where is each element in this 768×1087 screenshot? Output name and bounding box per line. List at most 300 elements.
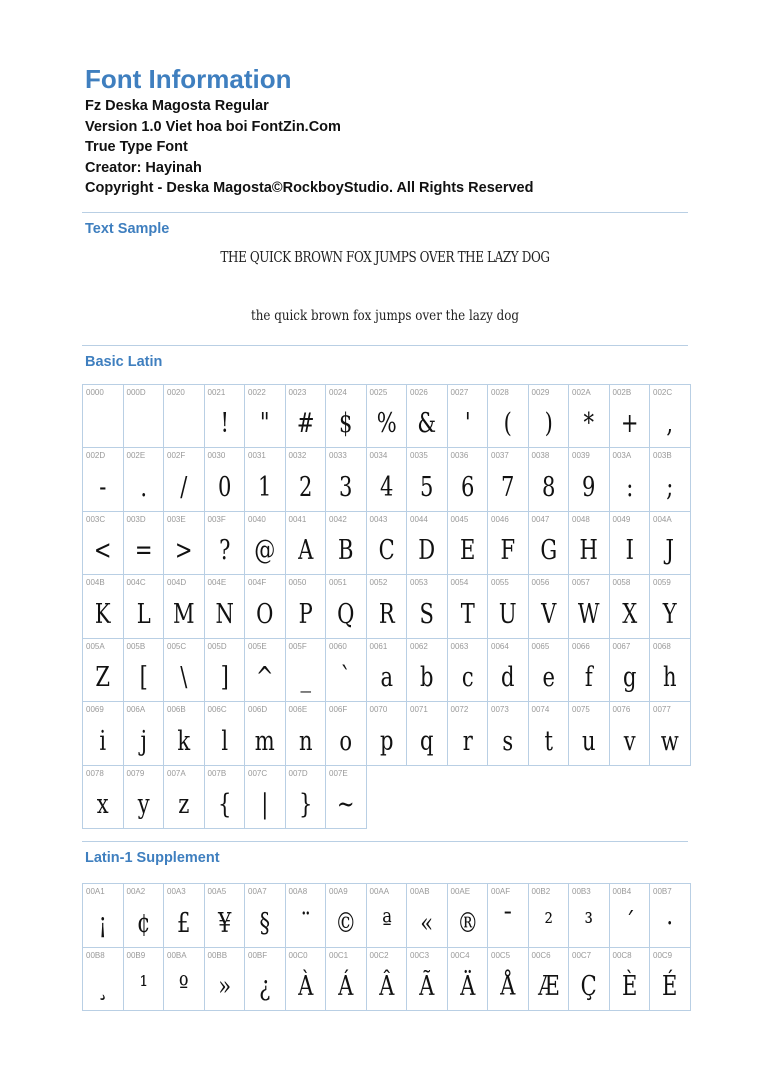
glyph-cell — [205, 448, 246, 512]
glyph-cell — [83, 884, 124, 948]
section-title-latin1: Latin-1 Supplement — [85, 850, 220, 866]
glyph-cell — [650, 512, 691, 576]
glyph-cell — [407, 702, 448, 766]
glyph-sample: > — [174, 535, 193, 566]
glyph-code: 0037 — [491, 451, 509, 460]
glyph-cell — [569, 512, 610, 576]
glyph-sample: 1 — [258, 471, 272, 503]
glyph-code: 0032 — [288, 451, 307, 460]
glyph-code: 0065 — [531, 641, 550, 651]
glyph-sample: | — [261, 789, 269, 820]
glyph-sample: ? — [218, 535, 230, 566]
glyph-cell — [124, 702, 165, 766]
glyph-sample: £ — [177, 907, 191, 939]
glyph-sample: . — [139, 471, 147, 503]
glyph-cell — [529, 575, 570, 639]
glyph-code: 003E — [167, 514, 186, 524]
glyph-code: 00C7 — [572, 950, 592, 960]
glyph-sample: ¹ — [139, 971, 148, 1002]
glyph-cell — [488, 639, 529, 703]
glyph-sample: & — [417, 408, 437, 439]
glyph-cell — [448, 884, 489, 948]
glyph-cell — [164, 766, 205, 830]
glyph-code: 0047 — [531, 514, 550, 524]
glyph-sample: h — [662, 662, 677, 693]
glyph-code: 006C — [207, 705, 227, 714]
glyph-cell — [83, 448, 124, 512]
glyph-cell — [407, 639, 448, 703]
glyph-sample: + — [620, 408, 639, 439]
glyph-sample: ¥ — [217, 907, 231, 939]
glyph-sample: À — [297, 971, 313, 1002]
glyph-code: 0068 — [653, 641, 671, 651]
glyph-code: 003F — [207, 514, 226, 524]
glyph-sample: t — [544, 725, 553, 757]
glyph-code: 0066 — [572, 641, 590, 651]
glyph-cell — [286, 766, 327, 830]
glyph-cell — [569, 385, 610, 449]
glyph-code: 000D — [126, 387, 146, 397]
glyph-code: 004A — [653, 514, 672, 524]
glyph-sample: I — [625, 535, 634, 566]
glyph-cell — [164, 884, 205, 948]
glyph-sample: < — [93, 535, 112, 566]
glyph-code: 00BB — [207, 950, 228, 960]
glyph-sample: ! — [220, 408, 229, 439]
glyph-cell — [245, 448, 286, 512]
glyph-code: 00AB — [410, 887, 430, 896]
glyph-sample: Z — [95, 662, 111, 693]
glyph-cell — [205, 766, 246, 830]
glyph-cell — [205, 948, 246, 1012]
glyph-code: 00A3 — [167, 887, 186, 896]
glyph-sample: j — [139, 725, 147, 757]
glyph-sample: g — [622, 662, 636, 693]
glyph-sample: Ä — [459, 971, 475, 1002]
glyph-code: 0054 — [450, 578, 469, 587]
glyph-sample: ( — [503, 408, 512, 439]
glyph-sample: Q — [337, 598, 355, 630]
glyph-sample: k — [177, 725, 191, 757]
glyph-code: 00C6 — [531, 950, 551, 960]
glyph-sample: · — [666, 907, 674, 939]
glyph-sample: c — [461, 662, 474, 693]
glyph-cell — [326, 884, 367, 948]
glyph-code: 007E — [329, 768, 348, 778]
glyph-code: 003A — [612, 451, 632, 460]
glyph-code: 0079 — [126, 768, 145, 778]
glyph-code: 00C1 — [329, 950, 349, 960]
glyph-cell — [610, 948, 651, 1012]
glyph-code: 0029 — [531, 387, 550, 397]
glyph-code: 007C — [248, 768, 268, 778]
glyph-sample: Æ — [537, 971, 559, 1002]
glyph-code: 00A1 — [86, 887, 105, 896]
glyph-cell — [610, 639, 651, 703]
glyph-cell — [448, 385, 489, 449]
glyph-code: 0069 — [86, 705, 104, 714]
glyph-code: 0022 — [248, 387, 266, 397]
glyph-cell — [448, 948, 489, 1012]
glyph-cell — [367, 948, 408, 1012]
glyph-sample: L — [136, 598, 151, 630]
glyph-code: 0039 — [572, 451, 590, 460]
glyph-sample: \ — [180, 662, 188, 693]
glyph-code: 002F — [167, 451, 186, 460]
glyph-code: 0045 — [450, 514, 469, 524]
glyph-code: 00C0 — [288, 950, 308, 960]
glyph-cell — [245, 512, 286, 576]
glyph-cell — [488, 702, 529, 766]
glyph-code: 002D — [86, 451, 106, 460]
glyph-cell — [286, 639, 327, 703]
glyph-code: 005E — [248, 641, 267, 651]
glyph-cell — [650, 884, 691, 948]
glyph-cell — [610, 884, 651, 948]
glyph-code: 0020 — [167, 387, 185, 397]
glyph-cell — [326, 639, 367, 703]
glyph-cell — [124, 448, 165, 512]
glyph-cell — [326, 385, 367, 449]
glyph-sample: / — [180, 471, 188, 503]
glyph-code: 00C2 — [369, 950, 389, 960]
glyph-code: 0073 — [491, 705, 509, 714]
glyph-sample: 9 — [582, 471, 596, 503]
glyph-cell — [164, 448, 205, 512]
glyph-code: 004E — [207, 578, 227, 587]
glyph-cell — [488, 385, 529, 449]
glyph-cell — [83, 575, 124, 639]
glyph-sample: ` — [340, 662, 352, 693]
glyph-cell — [529, 948, 570, 1012]
glyph-sample: $ — [339, 408, 353, 439]
glyph-sample: Ã — [419, 971, 435, 1002]
glyph-code: 004F — [248, 578, 267, 587]
glyph-sample: Ç — [580, 971, 597, 1002]
glyph-cell — [569, 639, 610, 703]
glyph-code: 00C5 — [491, 950, 511, 960]
glyph-code: 007B — [207, 768, 227, 778]
glyph-cell — [205, 385, 246, 449]
glyph-sample: Y — [662, 598, 677, 630]
glyph-code: 0076 — [612, 705, 631, 714]
glyph-code: 005A — [86, 641, 105, 651]
glyph-code: 0044 — [410, 514, 428, 524]
glyph-sample: # — [296, 408, 315, 439]
glyph-code: 0071 — [410, 705, 428, 714]
sample-uppercase: THE QUICK BROWN FOX JUMPS OVER THE LAZY DOG — [220, 247, 550, 266]
glyph-sample: : — [625, 471, 633, 503]
glyph-cell — [205, 512, 246, 576]
glyph-sample: C — [378, 535, 395, 566]
glyph-sample: T — [460, 598, 475, 630]
glyph-sample: p — [379, 725, 393, 757]
glyph-cell — [650, 639, 691, 703]
glyph-cell — [205, 575, 246, 639]
glyph-code: 00AE — [450, 887, 471, 896]
glyph-code: 00B9 — [126, 950, 146, 960]
glyph-code: 004B — [86, 578, 105, 587]
glyph-sample: l — [220, 725, 228, 757]
glyph-cell — [610, 385, 651, 449]
glyph-code: 0067 — [612, 641, 631, 651]
glyph-cell — [326, 948, 367, 1012]
glyph-sample: m — [254, 725, 275, 757]
glyph-cell — [367, 884, 408, 948]
glyph-sample: V — [540, 598, 556, 630]
glyph-sample: " — [259, 408, 270, 439]
glyph-cell — [569, 448, 610, 512]
glyph-code: 0042 — [329, 514, 347, 524]
glyph-cell — [529, 702, 570, 766]
glyph-cell — [245, 948, 286, 1012]
glyph-cell — [569, 702, 610, 766]
glyph-code: 003C — [86, 514, 106, 524]
glyph-sample: 0 — [217, 471, 231, 503]
glyph-cell — [650, 385, 691, 449]
glyph-code: 00A7 — [248, 887, 267, 896]
glyph-cell — [245, 575, 286, 639]
glyph-cell — [407, 512, 448, 576]
glyph-code: 0041 — [288, 514, 307, 524]
glyph-cell — [164, 702, 205, 766]
glyph-cell — [488, 948, 529, 1012]
glyph-sample: A — [297, 535, 313, 566]
glyph-sample: U — [498, 598, 517, 630]
glyph-sample: H — [579, 535, 598, 566]
glyph-cell — [448, 512, 489, 576]
glyph-code: 007A — [167, 768, 186, 778]
glyph-code: 00A2 — [126, 887, 146, 896]
glyph-sample: a — [379, 662, 393, 693]
glyph-code: 0064 — [491, 641, 509, 651]
glyph-cell — [488, 884, 529, 948]
glyph-sample: d — [500, 662, 515, 693]
glyph-cell — [367, 448, 408, 512]
glyph-code: 003B — [653, 451, 672, 460]
glyph-code: 0048 — [572, 514, 590, 524]
glyph-sample: © — [335, 907, 357, 939]
glyph-cell — [367, 702, 408, 766]
glyph-sample: Å — [500, 971, 516, 1002]
glyph-sample: ) — [544, 408, 553, 439]
glyph-sample: M — [172, 598, 195, 630]
glyph-cell — [529, 639, 570, 703]
glyph-cell — [367, 385, 408, 449]
glyph-sample: 7 — [501, 471, 515, 503]
glyph-sample: ^ — [255, 662, 274, 693]
glyph-code: 006B — [167, 705, 186, 714]
glyph-code: 005F — [288, 641, 307, 651]
glyph-cell — [83, 512, 124, 576]
glyph-code: 0050 — [288, 578, 307, 587]
glyph-cell — [650, 948, 691, 1012]
glyph-code: 00C4 — [450, 950, 470, 960]
glyph-cell — [326, 448, 367, 512]
glyph-sample: { — [217, 789, 231, 820]
glyph-code: 0078 — [86, 768, 104, 778]
glyph-code: 006D — [248, 705, 268, 714]
glyph-code: 00B8 — [86, 950, 105, 960]
glyph-cell — [83, 702, 124, 766]
glyph-sample: ¿ — [259, 971, 271, 1002]
glyph-cell — [610, 448, 651, 512]
glyph-cell — [245, 639, 286, 703]
glyph-code: 0024 — [329, 387, 347, 397]
font-info-page — [82, 60, 688, 1011]
glyph-sample: f — [584, 662, 593, 693]
glyph-code: 0077 — [653, 705, 671, 714]
glyph-sample: K — [94, 598, 111, 630]
glyph-cell — [367, 512, 408, 576]
glyph-sample: § — [259, 907, 271, 939]
glyph-sample: 5 — [420, 471, 434, 503]
glyph-code: 0074 — [531, 705, 550, 714]
glyph-code: 0070 — [369, 705, 388, 714]
glyph-sample: @ — [254, 535, 276, 566]
glyph-sample: º — [178, 971, 189, 1002]
glyph-cell — [83, 385, 124, 449]
glyph-sample: n — [298, 725, 313, 757]
glyph-sample: w — [660, 725, 679, 757]
glyph-code: 0028 — [491, 387, 509, 397]
glyph-cell — [610, 512, 651, 576]
glyph-code: 0056 — [531, 578, 550, 587]
glyph-cell — [367, 575, 408, 639]
glyph-cell — [83, 639, 124, 703]
glyph-code: 0036 — [450, 451, 469, 460]
glyph-cell — [529, 448, 570, 512]
glyph-cell — [286, 575, 327, 639]
glyph-sample: ¸ — [97, 971, 109, 1002]
glyph-cell — [650, 448, 691, 512]
glyph-code: 0055 — [491, 578, 509, 587]
glyph-code: 005B — [126, 641, 146, 651]
glyph-cell — [326, 766, 367, 830]
glyph-cell — [124, 884, 165, 948]
glyph-sample: y — [137, 789, 150, 820]
glyph-cell — [610, 575, 651, 639]
sample-lowercase: the quick brown fox jumps over the lazy dog — [250, 307, 520, 324]
glyph-cell — [205, 702, 246, 766]
glyph-code: 00C8 — [612, 950, 632, 960]
glyph-cell — [164, 385, 205, 449]
glyph-sample: F — [500, 535, 516, 566]
glyph-sample: u — [581, 725, 596, 757]
glyph-sample: [ — [139, 662, 148, 693]
glyph-cell — [286, 702, 327, 766]
glyph-code: 004C — [126, 578, 146, 587]
glyph-sample: É — [662, 971, 678, 1002]
glyph-code: 0000 — [86, 387, 104, 397]
glyph-code: 005C — [167, 641, 187, 651]
glyph-cell — [448, 575, 489, 639]
glyph-cell — [286, 512, 327, 576]
glyph-cell — [164, 575, 205, 639]
glyph-sample: x — [96, 789, 109, 820]
glyph-sample: ¢ — [136, 907, 150, 939]
glyph-code: 00B2 — [531, 887, 551, 896]
glyph-code: 0026 — [410, 387, 428, 397]
basic-latin-grid — [82, 384, 691, 830]
glyph-code: 0021 — [207, 387, 226, 397]
glyph-code: 002A — [572, 387, 591, 397]
glyph-sample: b — [419, 662, 434, 693]
section-title-text-sample: Text Sample — [85, 220, 170, 237]
glyph-cell — [245, 766, 286, 830]
glyph-sample: s — [502, 725, 514, 757]
glyph-cell — [245, 385, 286, 449]
glyph-sample: ³ — [584, 907, 593, 939]
glyph-sample: Á — [338, 971, 354, 1002]
glyph-cell — [407, 448, 448, 512]
glyph-cell — [448, 639, 489, 703]
glyph-code: 0059 — [653, 578, 671, 587]
glyph-sample: ; — [666, 471, 674, 503]
glyph-cell — [286, 948, 327, 1012]
glyph-sample: S — [419, 598, 434, 630]
glyph-cell — [407, 948, 448, 1012]
glyph-code: 0046 — [491, 514, 509, 524]
glyph-sample: R — [378, 598, 395, 630]
glyph-code: 0027 — [450, 387, 469, 397]
glyph-cell — [367, 639, 408, 703]
glyph-cell — [124, 575, 165, 639]
glyph-code: 0031 — [248, 451, 266, 460]
glyph-code: 00A8 — [288, 887, 308, 896]
glyph-cell — [245, 884, 286, 948]
glyph-code: 00AF — [491, 887, 511, 896]
glyph-cell — [83, 766, 124, 830]
glyph-code: 0035 — [410, 451, 428, 460]
glyph-code: 0061 — [369, 641, 388, 651]
glyph-code: 00A5 — [207, 887, 227, 896]
glyph-code: 0025 — [369, 387, 388, 397]
glyph-sample: ¨ — [299, 907, 311, 939]
glyph-code: 0033 — [329, 451, 347, 460]
glyph-code: 003D — [126, 514, 146, 524]
glyph-cell — [164, 639, 205, 703]
font-type: True Type Font — [85, 139, 188, 155]
glyph-code: 002E — [126, 451, 146, 460]
glyph-cell — [326, 575, 367, 639]
divider — [82, 841, 688, 842]
glyph-cell — [488, 575, 529, 639]
glyph-sample: N — [215, 598, 234, 630]
glyph-sample: ¯ — [502, 907, 514, 939]
glyph-sample: i — [99, 725, 107, 757]
glyph-code: 0040 — [248, 514, 266, 524]
glyph-sample: W — [577, 598, 600, 630]
glyph-cell — [205, 639, 246, 703]
glyph-cell — [569, 948, 610, 1012]
glyph-sample: D — [418, 535, 436, 566]
glyph-code: 0060 — [329, 641, 347, 651]
glyph-code: 007D — [288, 768, 308, 778]
glyph-cell — [407, 385, 448, 449]
glyph-code: 00B7 — [653, 887, 672, 896]
glyph-cell — [650, 702, 691, 766]
glyph-cell — [407, 575, 448, 639]
glyph-code: 0034 — [369, 451, 388, 460]
glyph-sample: - — [99, 471, 107, 503]
glyph-cell — [124, 948, 165, 1012]
glyph-cell — [488, 512, 529, 576]
glyph-cell — [448, 448, 489, 512]
glyph-cell — [610, 702, 651, 766]
glyph-sample: } — [298, 789, 312, 820]
glyph-sample: X — [621, 598, 637, 630]
